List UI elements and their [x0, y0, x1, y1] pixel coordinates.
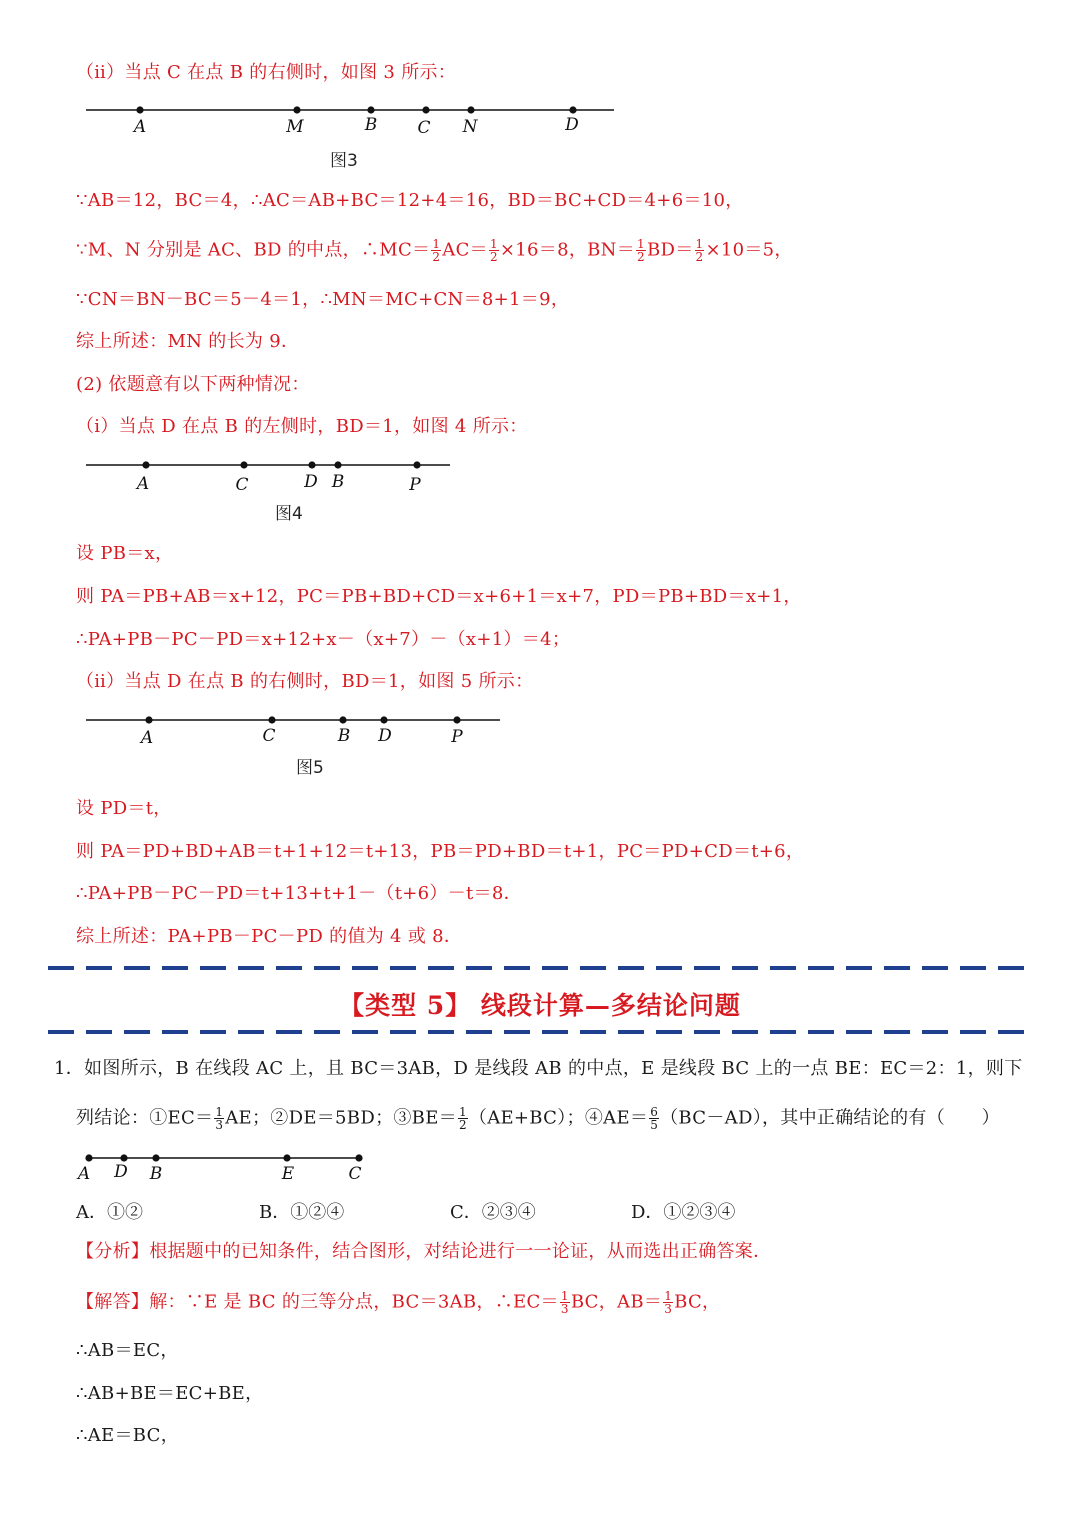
solution-line-6: （ⅰ）当点 D 在点 B 的左侧时，BD＝1，如图 4 所示： [76, 416, 528, 437]
answer-step-1: ∴AB＝EC， [76, 1340, 179, 1361]
fig5-label-a: A [140, 728, 154, 748]
fig5-label-b: B [337, 726, 351, 746]
option-a[interactable]: A．①② [76, 1202, 143, 1223]
solution-line-14: 综上所述：PA+PB－PC－PD 的值为 4 或 8． [76, 926, 463, 947]
solution-line-5: (2) 依题意有以下两种情况： [76, 374, 310, 395]
solution-line-1: ∵AB＝12，BC＝4，∴AC＝AB+BC＝12+4＝16，BD＝BC+CD＝4+6＝10， [76, 190, 744, 211]
q-label-e: E [281, 1164, 295, 1184]
fig3-label-c: C [417, 118, 431, 138]
fig3-label-a: A [133, 117, 147, 137]
q-label-c: C [348, 1164, 362, 1184]
fig4-label-c: C [235, 475, 249, 495]
fig4-label-p: P [409, 475, 421, 495]
solution-line-12: 则 PA＝PD+BD+AB＝t+1+12＝t+13，PB＝PD+BD＝t+1，PC＝PD+CD＝t+6， [76, 841, 805, 862]
fig3-label-b: B [364, 115, 378, 135]
fig5-caption: 图5 [296, 758, 324, 778]
answer-step-3: ∴AE＝BC， [76, 1425, 180, 1446]
solution-line-10: （ⅱ）当点 D 在点 B 的右侧时，BD＝1，如图 5 所示： [76, 671, 534, 692]
fig5-label-c: C [262, 726, 276, 746]
solution-line-8: 则 PA＝PB+AB＝x+12，PC＝PB+BD+CD＝x+6+1＝x+7，PD＝PB+BD＝x+1， [76, 586, 802, 607]
answer-line-1: 【解答】解：∵E 是 BC 的三等分点，BC＝3AB，∴EC＝ $\frac{1}{3}$ BC，AB＝ $\frac{1}{3}$ BC， [76, 1289, 721, 1316]
q-label-a: A [77, 1164, 91, 1184]
q-label-b: B [149, 1164, 163, 1184]
fig4-label-a: A [136, 474, 150, 494]
fig3-label-m: M [286, 117, 304, 137]
solution-line-2: ∵M、N 分别是 AC、BD 的中点，∴MC＝ $\frac{1}{2}$ AC＝ $\frac{1}{2}$ ×16＝8，BN＝ $\frac{1}{2}$ BD＝ $\frac{1}{2}$ ×10＝5， [76, 237, 793, 264]
fig4-label-b: B [331, 472, 345, 492]
fig3-caption: 图3 [330, 151, 358, 171]
fig3-label-d: D [565, 115, 579, 135]
question-line-1: 1．如图所示，B 在线段 AC 上，且 BC＝3AB，D 是线段 AB 的中点，E 是线段 BC 上的一点 BE：EC＝2：1，则下 [54, 1058, 1023, 1079]
solution-line-9: ∴PA+PB－PC－PD＝x+12+x－（x+7）－（x+1）＝4； [76, 629, 571, 650]
solution-line-13: ∴PA+PB－PC－PD＝t+13+t+1－（t+6）－t＝8． [76, 883, 522, 904]
fig5-label-p: P [451, 727, 463, 747]
solution-line-11: 设 PD＝t， [76, 798, 172, 819]
case-ii-title: （ⅱ）当点 C 在点 B 的右侧时，如图 3 所示： [76, 62, 457, 83]
option-d[interactable]: D．①②③④ [631, 1202, 736, 1223]
question-line-2: 列结论：①EC＝ $\frac{1}{3}$ AE；②DE＝5BD；③BE＝ $\frac{1}{2}$ （AE+BC）；④AE＝ $\frac{6}{5}$ （BC－AD），其中正确结论的有（ ） [76, 1105, 1000, 1132]
solution-line-7: 设 PB＝x， [76, 543, 174, 564]
q-label-d: D [114, 1162, 128, 1182]
fig4-label-d: D [304, 472, 318, 492]
section-heading: 【类型 5】 线段计算—多结论问题 [339, 991, 741, 1020]
option-b[interactable]: B．①②④ [259, 1202, 345, 1223]
option-c[interactable]: C．②③④ [450, 1202, 536, 1223]
solution-line-3: ∵CN＝BN－BC＝5－4＝1，∴MN＝MC+CN＝8+1＝9， [76, 289, 570, 310]
fig5-label-d: D [378, 726, 392, 746]
fig3-label-n: N [462, 117, 478, 137]
fig4-caption: 图4 [275, 504, 303, 524]
answer-step-2: ∴AB+BE＝EC+BE， [76, 1383, 264, 1404]
solution-line-4: 综上所述：MN 的长为 9． [76, 331, 300, 352]
analysis-text: 【分析】根据题中的已知条件，结合图形，对结论进行一一论证，从而选出正确答案． [76, 1241, 772, 1262]
